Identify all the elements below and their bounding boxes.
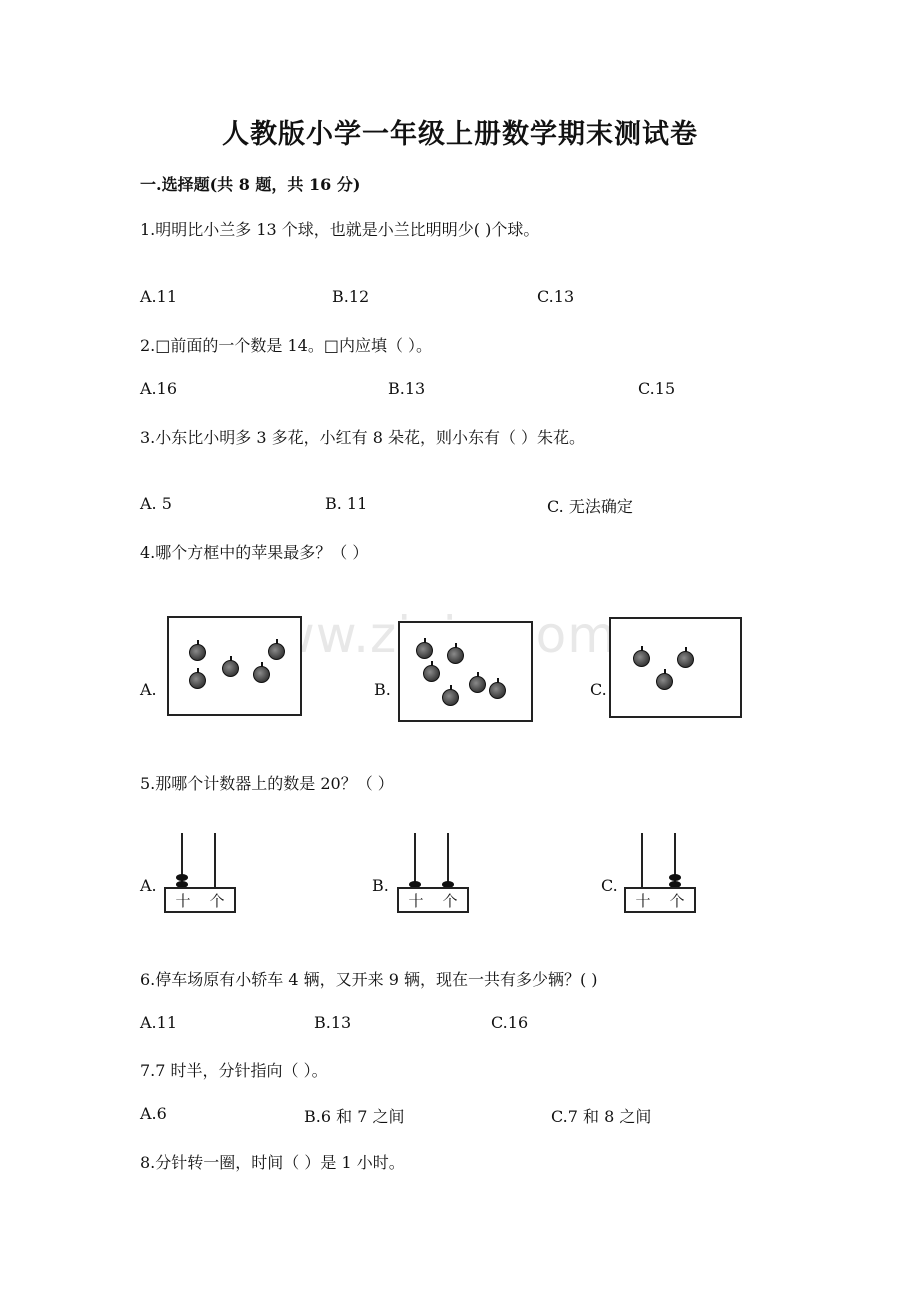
apple-icon: [189, 644, 206, 661]
counter-b: [397, 833, 527, 923]
apple-icon: [189, 672, 206, 689]
counter-c: [624, 833, 754, 923]
tens-rod: [414, 833, 416, 887]
ones-label: 个: [669, 891, 685, 910]
q5-option-a: A.: [140, 876, 157, 895]
q6-option-b: B.13: [314, 1013, 352, 1032]
apple-icon: [489, 682, 506, 699]
counter-base: [397, 887, 469, 913]
q2-option-a: A.16: [140, 379, 177, 398]
q3-option-a: A. 5: [140, 494, 172, 513]
q6-option-c: C.16: [491, 1013, 529, 1032]
q1-option-a: A.11: [140, 287, 177, 306]
counter-base: [624, 887, 696, 913]
section-heading: 一.选择题(共 8 题，共 16 分): [140, 175, 361, 194]
q5-option-c: C.: [601, 876, 618, 895]
ones-rod: [447, 833, 449, 887]
apple-icon: [423, 665, 440, 682]
q2-option-b: B.13: [388, 379, 426, 398]
question-5: 5.那哪个计数器上的数是 20？（ ）: [140, 774, 394, 793]
q7-option-a: A.6: [140, 1104, 167, 1123]
question-6: 6.停车场原有小轿车 4 辆，又开来 9 辆，现在一共有多少辆？( ): [140, 970, 598, 989]
bead: [176, 874, 188, 881]
apple-icon: [268, 643, 285, 660]
ones-label: 个: [442, 891, 458, 910]
question-8: 8.分针转一圈，时间（ ）是 1 小时。: [140, 1153, 405, 1172]
q2-option-c: C.15: [638, 379, 676, 398]
tens-label: 十: [175, 891, 191, 910]
q7-option-c: C.7 和 8 之间: [551, 1107, 652, 1126]
bead: [669, 874, 681, 881]
q4-option-c: C.: [590, 680, 607, 699]
q4-option-b: B.: [374, 680, 391, 699]
ones-rod: [214, 833, 216, 887]
ones-label: 个: [209, 891, 225, 910]
page-title: 人教版小学一年级上册数学期末测试卷: [222, 119, 698, 150]
apple-icon: [222, 660, 239, 677]
tens-label: 十: [635, 891, 651, 910]
apple-box-b: [398, 621, 533, 722]
q7-option-b: B.6 和 7 之间: [304, 1107, 405, 1126]
question-2: 2.□前面的一个数是 14。□内应填（ ）。: [140, 336, 433, 355]
q3-option-c: C. 无法确定: [547, 497, 633, 516]
apple-icon: [469, 676, 486, 693]
apple-icon: [656, 673, 673, 690]
q1-option-b: B.12: [332, 287, 370, 306]
question-3: 3.小东比小明多 3 多花，小红有 8 朵花，则小东有（ ）朱花。: [140, 428, 586, 447]
question-1: 1.明明比小兰多 13 个球，也就是小兰比明明少( )个球。: [140, 220, 540, 239]
apple-box-a: [167, 616, 302, 716]
tens-rod: [641, 833, 643, 887]
apple-icon: [447, 647, 464, 664]
apple-icon: [633, 650, 650, 667]
apple-icon: [253, 666, 270, 683]
counter-a: [164, 833, 294, 923]
counter-base: [164, 887, 236, 913]
apple-icon: [677, 651, 694, 668]
tens-label: 十: [408, 891, 424, 910]
q1-option-c: C.13: [537, 287, 575, 306]
question-7: 7.7 时半，分针指向（ ）。: [140, 1061, 328, 1080]
q4-option-a: A.: [140, 680, 157, 699]
apple-icon: [416, 642, 433, 659]
q6-option-a: A.11: [140, 1013, 177, 1032]
apple-icon: [442, 689, 459, 706]
q3-option-b: B. 11: [325, 494, 368, 513]
question-4: 4.哪个方框中的苹果最多？（ ）: [140, 543, 369, 562]
apple-box-c: [609, 617, 742, 718]
q5-option-b: B.: [372, 876, 389, 895]
